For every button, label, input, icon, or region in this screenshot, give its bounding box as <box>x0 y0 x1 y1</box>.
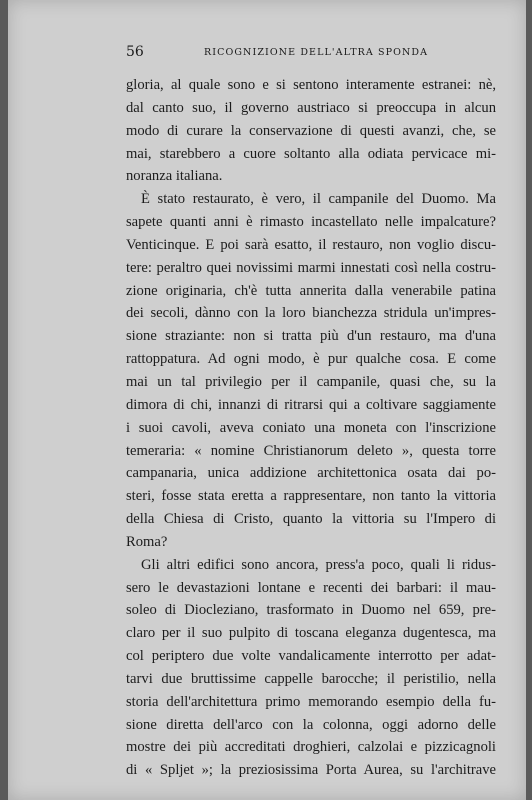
text-line: sapete quanti anni è rimasto incastellato nelle impalcature? <box>126 214 496 231</box>
text-line: dimora di chi, innanzi di ritrarsi qui a coltivare saggiamente <box>126 396 496 413</box>
text-line: di « Spljet »; la preziosissima Porta Aurea, su l'architrave <box>126 762 496 779</box>
text-line: Gli altri edifici sono ancora, press'a poco, quali li ridus- <box>141 556 496 573</box>
text-line: zione originaria, ch'è tutta annerita dalla venerabile patina <box>126 282 496 299</box>
text-line: dal canto suo, il governo austriaco si preoccupa in alcun <box>126 99 496 116</box>
text-line: dei secoli, dànno con la loro bianchezza stridula un'impres- <box>126 305 496 322</box>
page-header <box>126 44 446 62</box>
text-line: tere: peraltro quei novissimi marmi innestati così nella costru- <box>126 259 496 276</box>
text-line: storia dell'architettura primo memorando esempio della fu- <box>126 693 496 710</box>
text-line: steri, fosse stata eretta a rappresentare, non tanto la vittoria <box>126 488 496 505</box>
body-text <box>126 74 496 782</box>
text-line: campanaria, unica addizione architettonica osata dai po- <box>126 465 496 482</box>
text-line: mostre dei più accreditati droghieri, calzolai e pizzicagnoli <box>126 739 496 756</box>
text-line: claro per il suo pulpito di toscana eleganza dugentesca, ma <box>126 625 496 642</box>
text-line: mai un tal privilegio per il campanile, quasi che, su la <box>126 373 496 390</box>
text-line: temeraria: « nomine Christianorum deleto », questa torre <box>126 442 496 459</box>
text-line: È stato restaurato, è vero, il campanile del Duomo. Ma <box>141 191 496 208</box>
text-line: modo di curare la conservazione di questi avanzi, che, se <box>126 122 496 139</box>
text-line: mai, starebbero a cuore soltanto alla odiata pervicace mi- <box>126 145 496 162</box>
text-line: rattoppatura. Ad ogni modo, è pur qualche cosa. E come <box>126 351 496 368</box>
running-head: RICOGNIZIONE DELL'ALTRA SPONDA <box>204 47 429 58</box>
text-line: tarvi due bruttissime cappelle barocche; il peristilio, nella <box>126 670 496 687</box>
text-line: sione diretta dell'arco con la colonna, oggi adorno delle <box>126 716 496 733</box>
text-line: noranza italiana. <box>126 168 223 185</box>
text-line: Roma? <box>126 533 168 550</box>
text-line: soleo di Diocleziano, trasformato in Duomo nel 659, pre- <box>126 602 496 619</box>
text-line: col periptero due volte vandalicamente interrotto per adat- <box>126 648 496 665</box>
page-number: 56 <box>126 44 144 60</box>
text-line: sione straziante: non si tratta più d'un restauro, ma d'una <box>126 328 496 345</box>
text-line: della Chiesa di Cristo, quanto la vittoria su l'Impero di <box>126 511 496 528</box>
book-page <box>8 0 526 800</box>
text-line: sero le devastazioni lontane e recenti dei barbari: il mau- <box>126 579 496 596</box>
text-line: i suoi cavoli, aveva coniato una moneta con l'inscrizione <box>126 419 496 436</box>
text-line: Venticinque. E poi sarà esatto, il restauro, non voglio discu- <box>126 236 496 253</box>
text-line: gloria, al quale sono e si sentono interamente estranei: nè, <box>126 77 496 93</box>
